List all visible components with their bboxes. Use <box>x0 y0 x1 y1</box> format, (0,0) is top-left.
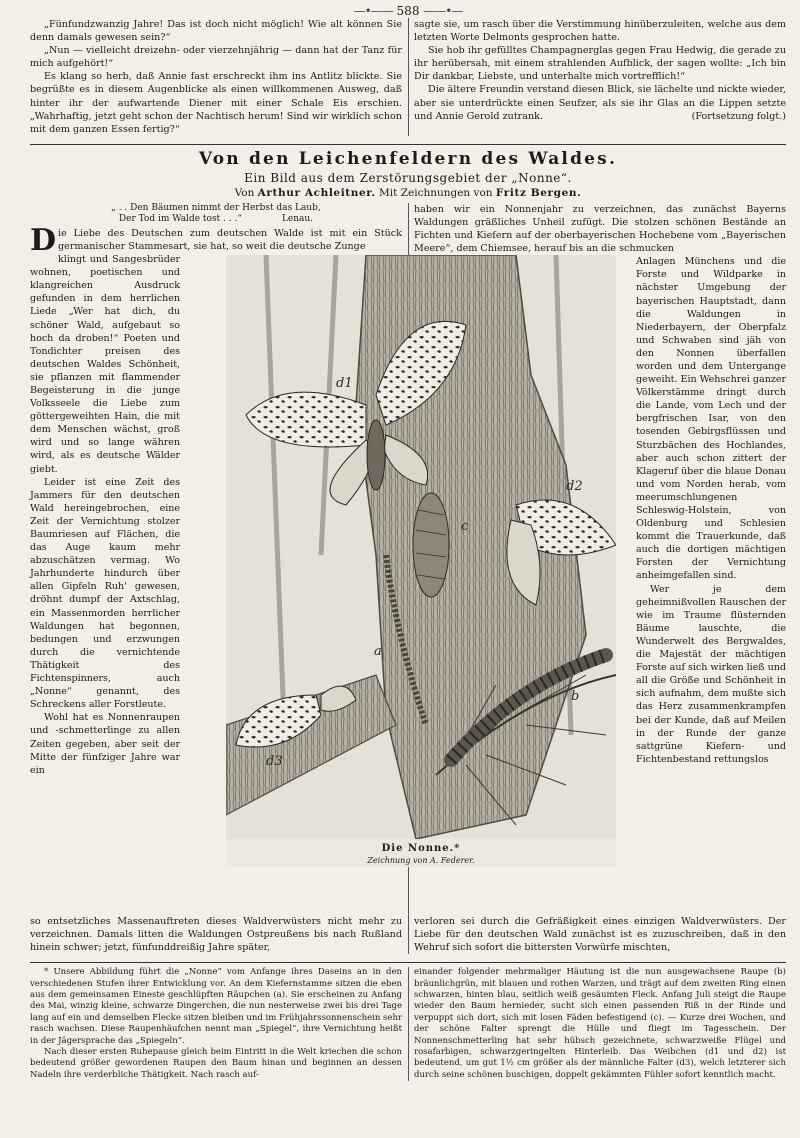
paragraph: Wer je dem geheimnißvollen Rauschen der wie im Traume flüsternden Bäume lauschte, die Wunderwelt des Bergwaldes, die Majestät der mächtigen Forste auf sich wirken ließ und all die Größe und Schönheit in sich aufnahm, dem mußte sich das Herz zusammenkrampfen bei der Kunde, daß auf Meilen in der Runde der ganze sattgrüne Kiefern- und Fichtenbestand rettungslos <box>636 583 786 765</box>
illustration-drawing <box>226 255 616 839</box>
paragraph: sagte sie, um rasch über die Verstimmung hinüberzuleiten, welche aus dem letzten Worte Delmonts gesprochen hatte. <box>414 19 786 44</box>
paragraph-text: Die ältere Freundin verstand diesen Blick, sie lächelte und nickte wieder, aber sie unterdrückte einen Seufzer, als sie ihr Glas an die Lippen setzte und Annie Gerold zutrank. <box>414 84 786 122</box>
nun-moth-illustration <box>226 255 616 867</box>
paragraph: so entsetzliches Massenauftreten dieses Waldverwüsters nicht mehr zu verzeichnen. Damals litten die Waldungen Ostpreußens bis nach Rußland hinein schwer; jetzt, fünfunddreißig Jahre später, <box>30 915 402 954</box>
column-divider <box>408 967 409 1081</box>
right-narrow-text <box>636 255 786 766</box>
motto-line: „ . . Den Bäumen nimmt der Herbst das Laub, <box>111 202 321 213</box>
label-d3: d3 <box>266 753 283 769</box>
article-body <box>30 203 786 915</box>
label-a: a <box>374 643 382 659</box>
author-name: Arthur Achleitner. <box>257 186 376 199</box>
paragraph: haben wir ein Nonnenjahr zu verzeichnen, das zunächst Bayerns Waldungen gräßliches Unheil zufügt. Die stolzen schönen Bestände an Fichten und Kiefern auf der oberbayerischen Hochebene vom „Bayerischen Meere“, dem Chiemsee, herauf bis an die schmucken <box>414 203 786 255</box>
paragraph: Leider ist eine Zeit des Jammers für den deutschen Wald hereingebrochen, eine Zeit der Vernichtung stolzer Baumriesen auf Flächen, die das Auge kaum mehr abzuschätzen vermag. Wo Jahrhunderte hindurch über allen Gipfeln Ruh' gewesen, dröhnt dumpf der Axtschlag, ein Massenmorden herrlicher Waldungen hat begonnen, bedungen und erzwungen durch die vernichtende Thätigkeit des Fichtenspinners, auch „Nonne“ genannt, des Schreckens aller Forstleute. <box>30 476 180 711</box>
motto <box>30 203 402 225</box>
footnotes <box>30 967 786 1081</box>
paragraph-text: ie Liebe des Deutschen zum deutschen Walde ist mit ein Stück germanischer Stammesart, sie hat, so weit die deutsche Zunge <box>58 227 402 252</box>
figure-title: Die Nonne.* <box>381 842 461 854</box>
label-d2: d2 <box>566 478 583 494</box>
page-number-value: 588 <box>396 4 420 18</box>
paragraph: „Fünfundzwanzig Jahre! Das ist doch nicht möglich! Wie alt können Sie denn damals gewesen sein?“ <box>30 19 402 44</box>
footnote-left <box>30 967 402 1081</box>
continued-note: (Fortsetzung folgt.) <box>691 110 786 122</box>
paragraph: Anlagen Münchens und die Forste und Wildparke in nächster Umgebung der bayerischen Hauptstadt, dann die Waldungen in Niederbayern, der Oberpfalz und Schwaben sind jäh von den Nonnen überfallen worden und dem Untergange geweiht. Ein Wehschrei ganzer Völkerstämme dringt durch die Lande, vom Lech und der bergfrischen Isar, von den tosenden Gebirgsflüssen und Sturzbächen des Hochlandes, aber auch schon zittert der Klageruf über die blaue Donau und vom Norden herab, vom meerumschlungenen Schleswig-Holstein, von Oldenburg und Schlesien kommt die Trauerkunde, daß auch die dortigen mächtigen Forsten der Vernichtung anheimgefallen sind. <box>636 256 786 582</box>
paragraph-opening <box>30 222 402 258</box>
left-narrow-text <box>30 253 180 777</box>
illustrator-name: Fritz Bergen. <box>495 186 582 199</box>
footnote-paragraph: einander folgender mehrmaliger Häutung ist die nun ausgewachsene Raupe (b) bräunlichgrün, mit blauen und rothen Warzen, und trägt auf dem zweiten Ring einen schwarzen, hinten blau, seitlich weiß gesäumten Fleck. Anfang Juli steigt die Raupe wieder den Baum hernieder, sucht sich einen passenden Riß in der Rinde und verpuppt sich dort, sich mit losen Fäden befestigend (c). — Kurze drei Wochen, und der schöne Falter sprengt die Hülle und fliegt im Tagesschein. Der Nonnenschmetterling hat sehr hübsch gezeichnete, schwarzweiße Flügel und rosafarbigen, schwarzgeringelten Hinterleib. Das Weibchen (d1 und d2) ist bedeutend, um gut 1½ cm größer als der männliche Falter (d3), welch letzterer sich durch seine schönen buschigen, doppelt gekämmten Fühler sofort kenntlich macht. <box>414 967 786 1080</box>
motto-line-2 <box>30 214 402 225</box>
paragraph: Sie hob ihr gefülltes Champagnerglas gegen Frau Hedwig, die gerade zu ihr herübersah, mit einem strahlenden Aufblick, der sagen wollte: „Ich bin Dir dankbar, Liebste, und unterhalte mich vortrefflich!“ <box>414 45 786 83</box>
continuation-left-column <box>30 18 402 136</box>
byline-prefix: Von <box>234 186 255 199</box>
byline-mid: Mit Zeichnungen von <box>379 186 493 199</box>
article-byline <box>30 187 786 199</box>
column-divider <box>408 915 409 954</box>
paragraph: Wohl hat es Nonnenraupen und -schmetterlinge zu allen Zeiten gegeben, aber seit der Mitte der fünfziger Jahre war ein <box>30 712 180 776</box>
figure-credit: Zeichnung von A. Federer. <box>367 855 475 865</box>
motto-line: Der Tod im Walde tost . . .“ <box>118 213 242 224</box>
motto-author: Lenau. <box>281 213 314 224</box>
article-title: Von den Leichenfeldern des Waldes. <box>198 148 618 169</box>
continuation-right-column <box>414 18 786 136</box>
drop-cap: D <box>30 222 57 258</box>
article-subtitle: Ein Bild aus dem Zerstörungsgebiet der „Nonne“. <box>244 170 572 185</box>
page-number: —•—— 588 ——•— <box>353 4 463 18</box>
label-b: b <box>571 688 580 704</box>
footnote-right <box>414 967 786 1081</box>
paragraph: klingt und Sangesbrüder wohnen, poetischen und klangreichen Ausdruck gefunden in dem herrlichen Liede „Wer hat dich, du schöner Wald, aufgebaut so hoch da droben!“ Poeten und Tondichter preisen des deutschen Waldes Schönheit, sie pflanzen mit flammender Begeisterung in die junge Volksseele die Liebe zum göttergeweihten Hain, die mit dem Menschen wächst, groß wird und so lange währen wird, als es deutsche Wälder giebt. <box>30 254 180 475</box>
paragraph: „Nun — vielleicht dreizehn- oder vierzehnjährig — dann hat der Tanz für mich aufgehört!“ <box>30 45 402 70</box>
article-continuation-bottom <box>30 915 786 954</box>
paragraph: Es klang so herb, daß Annie fast erschreckt ihm ins Antlitz blickte. Sie begrüßte es in diesem Augenblicke als einen willkommenen Ausweg, daß hinter ihr der aufwartende Diener mit einer Schale Eis erschien. „Wahrhaftig, jetzt geht schon der Nachtisch herum! Sind wir wirklich schon mit dem ganzen Essen fertig?“ <box>30 71 402 135</box>
bottom-left-text <box>30 915 402 954</box>
paragraph: verloren sei durch die Gefräßigkeit eines einzigen Waldverwüsters. Der Liebe für den deutschen Wald zunächst ist es zuzuschreiben, daß in den Wehruf sich sofort die bittersten Vorwürfe mischten, <box>414 915 786 954</box>
article-header <box>30 149 786 199</box>
section-separator <box>30 144 786 145</box>
label-d1: d1 <box>336 375 353 391</box>
paragraph <box>414 83 786 122</box>
bottom-right-text <box>414 915 786 954</box>
story-continuation <box>30 18 786 136</box>
footnote-paragraph: * Unsere Abbildung führt die „Nonne“ vom Anfange ihres Daseins an in den verschiedenen Stufen ihrer Entwicklung vor. An dem Kiefernstamme sitzen die eben aus dem gemeinsamen Eineste geschlüpften Räupchen (a). Sie erscheinen zu Anfang des Mai, winzig kleine, schwarze Dingerchen, die nun nesterweise zwei bis drei Tage lang auf ein und demselben Flecke sitzen bleiben und im Frühjahrssonnenschein sehr rasch wachsen. Diese Raupenhäufchen nennt man „Spiegel“, ihre Vernichtung heißt in der Jägersprache das „Spiegeln“. <box>30 967 402 1046</box>
footnote-paragraph: Nach dieser ersten Ruhepause gleich beim Eintritt in die Welt kriechen die schon bedeutend größer gewordenen Raupen den Baum hinan und beginnen an dessen Nadeln ihre verderbliche Thätigkeit. Nach rasch auf- <box>30 1046 402 1080</box>
label-c: c <box>461 518 469 534</box>
footnote-separator <box>30 962 786 963</box>
column-divider <box>408 18 409 136</box>
